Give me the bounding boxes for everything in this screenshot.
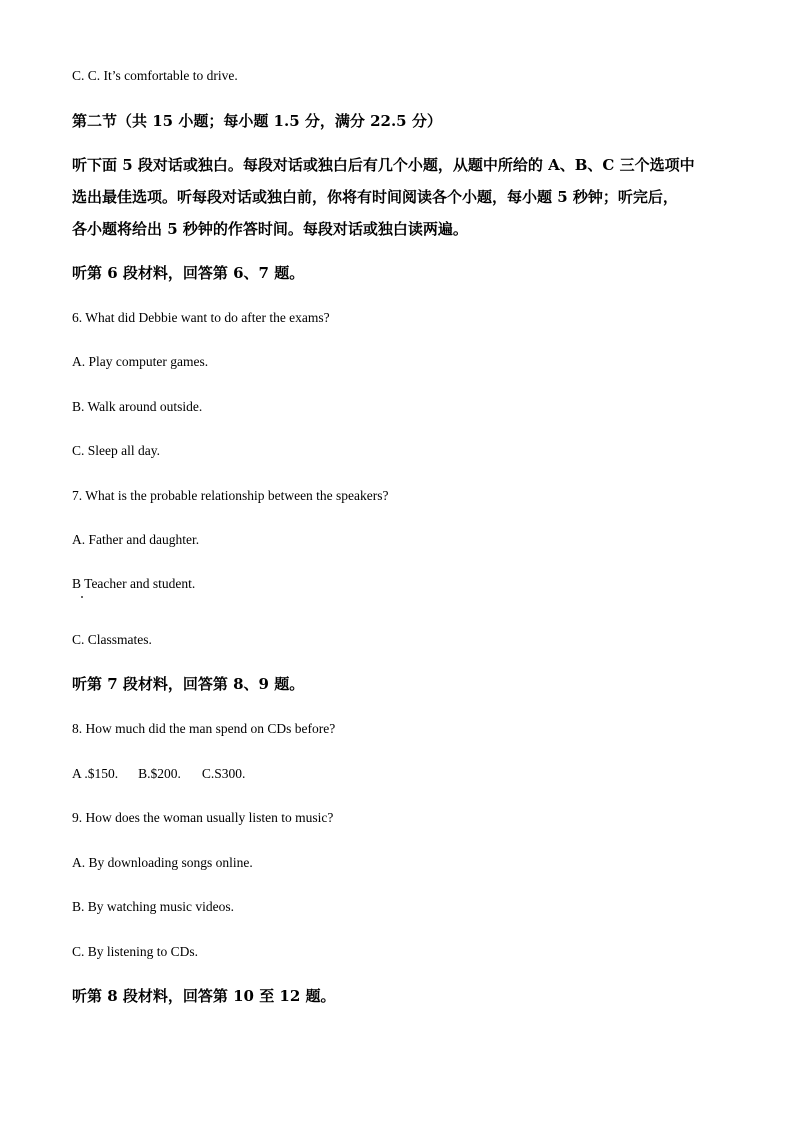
- question-6-option-a: A. Play computer games.: [72, 354, 209, 369]
- material-8-heading: 听第 8 段材料，回答第 10 至 12 题。: [72, 987, 336, 1005]
- question-6-option-b: B. Walk around outside.: [72, 399, 203, 414]
- question-7-option-a: A. Father and daughter.: [72, 532, 200, 547]
- question-8-option-a: A .$150.: [72, 766, 119, 781]
- question-9: 9. How does the woman usually listen to music?: [72, 810, 334, 825]
- question-8: 8. How much did the man spend on CDs before?: [72, 721, 336, 736]
- question-7-option-c: C. Classmates.: [72, 632, 152, 647]
- question-9-option-c: C. By listening to CDs.: [72, 944, 199, 959]
- instructions-line-2: 选出最佳选项。听每段对话或独白前，你将有时间阅读各个小题，每小题 5 秒钟；听完后，: [72, 188, 678, 206]
- option-c-previous-question: C. C. It’s comfortable to drive.: [72, 68, 238, 83]
- material-7-heading: 听第 7 段材料，回答第 8、9 题。: [72, 675, 305, 693]
- section-heading: 第二节（共 15 小题；每小题 1.5 分，满分 22.5 分）: [72, 112, 442, 130]
- instructions-line-3: 各小题将给出 5 秒钟的作答时间。每段对话或独白读两遍。: [72, 220, 468, 238]
- material-6-heading: 听第 6 段材料，回答第 6、7 题。: [72, 264, 305, 282]
- question-8-option-c: C.S300.: [201, 766, 246, 781]
- question-6: 6. What did Debbie want to do after the exams?: [72, 310, 330, 325]
- question-8-option-b: B.$200.: [138, 766, 181, 781]
- instructions-line-1: 听下面 5 段对话或独白。每段对话或独白后有几个小题，从题中所给的 A、B、C 三个选项中: [72, 156, 695, 174]
- question-9-option-a: A. By downloading songs online.: [72, 855, 253, 870]
- question-7-option-b: B Teacher and student.: [72, 576, 196, 591]
- question-8-options: [72, 765, 245, 783]
- question-7: 7. What is the probable relationship between the speakers?: [72, 488, 389, 503]
- question-9-option-b: B. By watching music videos.: [72, 899, 234, 914]
- question-6-option-c: C. Sleep all day.: [72, 443, 160, 458]
- stray-dot: [81, 596, 83, 598]
